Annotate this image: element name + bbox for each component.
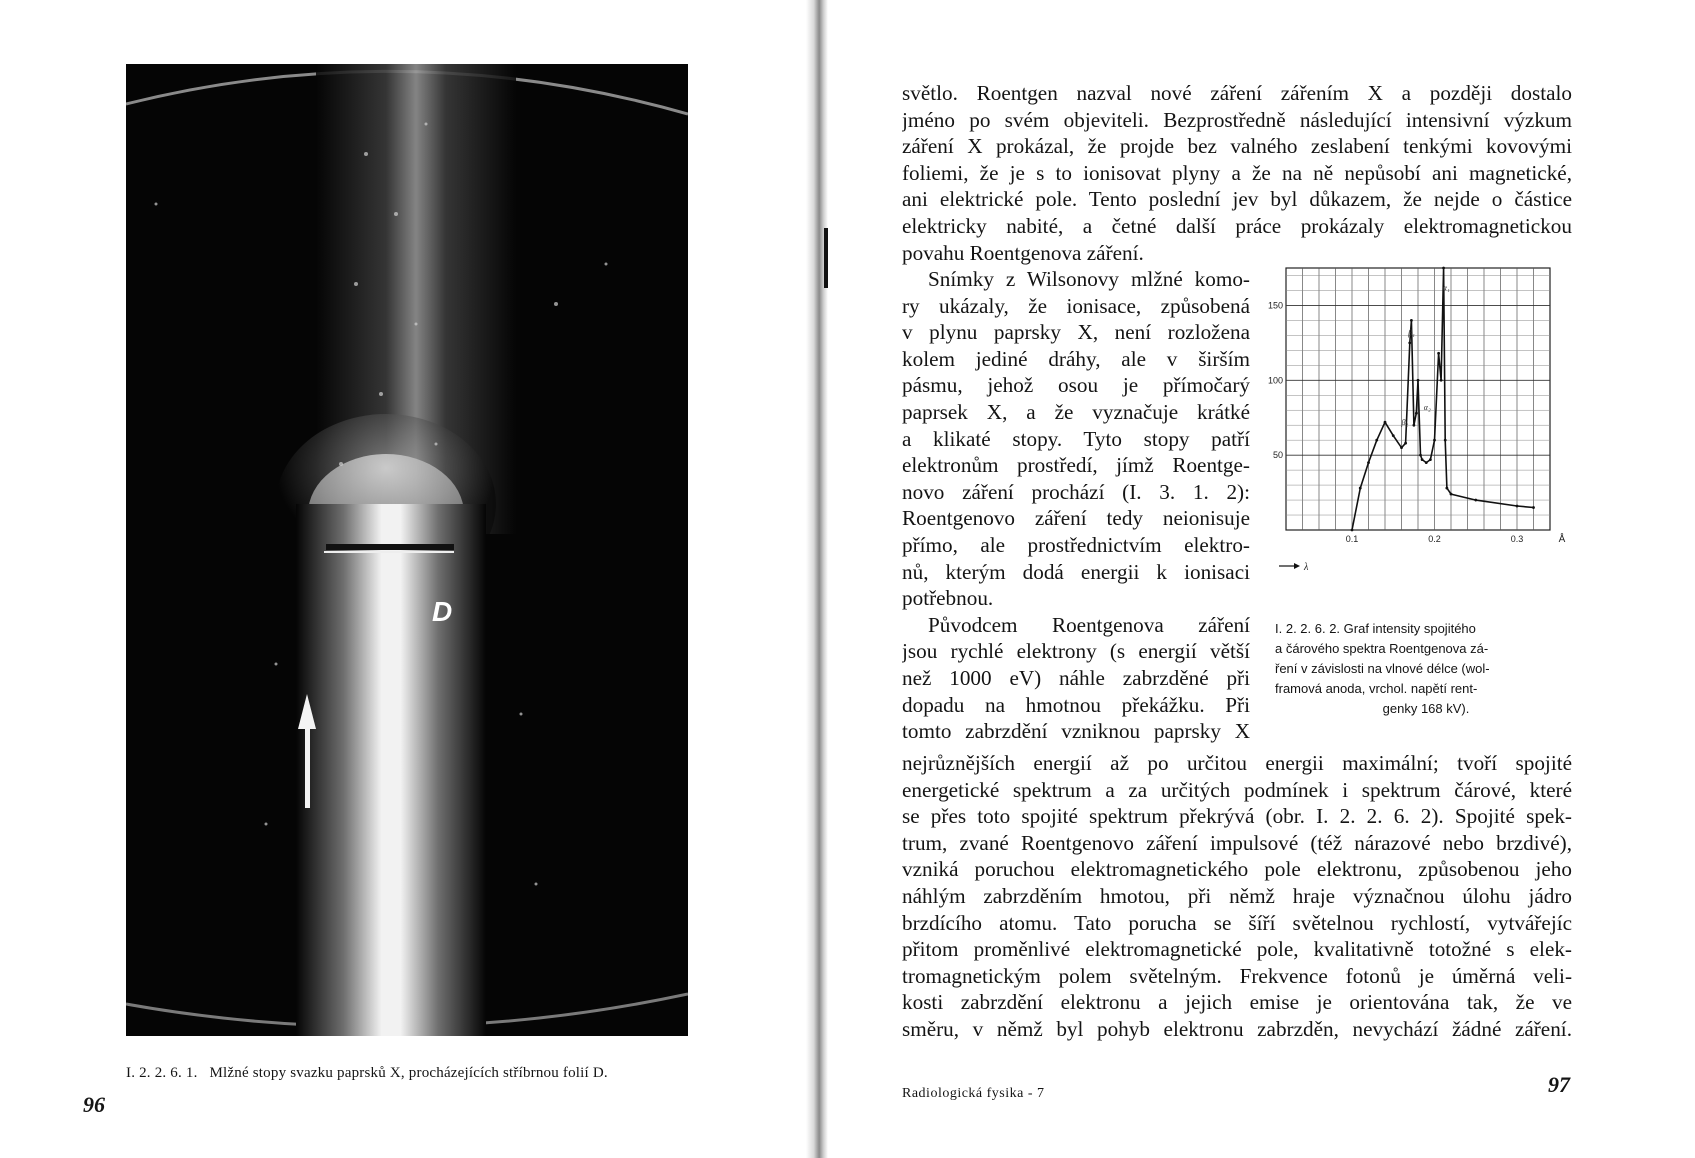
spectrum-line: [1352, 268, 1534, 530]
data-point: [1429, 458, 1432, 461]
paragraph-top: [902, 80, 1572, 266]
text-line: se přes toto spojité spektrum překrývá (obr. I. 2. 2. 6. 2). Spojité spek-: [902, 804, 1572, 829]
data-point: [1351, 529, 1354, 532]
page-number-left: 96: [83, 1092, 105, 1117]
data-point: [1433, 439, 1436, 442]
caption-line: a čárového spektra Roentgenova zá-: [1275, 641, 1489, 656]
data-point: [1474, 499, 1477, 502]
text-line: přímo, ale prostřednictvím elektro-: [902, 532, 1250, 557]
data-point: [1400, 446, 1403, 449]
data-point: [1442, 267, 1445, 270]
data-point: [1450, 493, 1453, 496]
caption-line: I. 2. 2. 6. 2. Graf intensity spojitého: [1275, 621, 1476, 636]
figure-1-label: I. 2. 2. 6. 1.: [126, 1065, 198, 1081]
text-line: jméno po svém objeviteli. Bezprostředně následující intensivní výzkum: [902, 107, 1572, 132]
data-point: [1410, 319, 1413, 322]
text-line: Snímky z Wilsonovy mlžné komo-: [928, 267, 1250, 291]
data-point: [1532, 506, 1535, 509]
text-line: pásmu, jehož osou je přímočarý: [902, 373, 1250, 398]
text-line: než 1000 eV) náhle zabrzděné při: [902, 665, 1250, 690]
x-unit-label: Å: [1558, 534, 1566, 545]
text-line: vzniká poruchou elektromagnetického pole elektronu, způsobenou jeho: [902, 857, 1572, 882]
caption-line: framová anoda, vrchol. napětí rent-: [1275, 681, 1478, 696]
data-point: [1392, 434, 1395, 437]
y-tick-label: 150: [1268, 300, 1283, 311]
chart-series: [1351, 267, 1535, 532]
peak-label: β₁: [1408, 328, 1415, 338]
data-point: [1415, 412, 1418, 415]
text-line: brzdícího atomu. Tato porucha se šíří světelnou rychlostí, vytvářejíc: [902, 910, 1572, 935]
text-line: Původcem Roentgenova záření: [928, 612, 1250, 637]
data-point: [1408, 341, 1411, 344]
text-line: kosti zabrzdění elektronu a jejich emise je orientována tak, že ve: [902, 990, 1572, 1015]
text-line: ani elektrické pole. Tento poslední jev byl důkazem, že nejde o částice: [902, 187, 1572, 212]
y-tick-label: 100: [1268, 375, 1283, 386]
data-point: [1437, 352, 1440, 355]
figure-1-caption: [126, 1065, 726, 1082]
text-line: kolem jediné dráhy, ale v širším: [902, 346, 1250, 371]
caption-line: genky 168 kV).: [1382, 701, 1470, 716]
peak-label: α₂: [1423, 403, 1431, 413]
chart-ticks: [1268, 300, 1566, 545]
data-point: [1367, 461, 1370, 464]
text-line: dopadu na hmotnou překážku. Při: [902, 692, 1250, 717]
text-line: nů, kterým dodá energii k ionisaci: [902, 559, 1250, 584]
x-tick-label: 0.2: [1428, 534, 1441, 544]
figure-1-text: Mlžné stopy svazku paprsků X, procházejících stříbrnou folií D.: [209, 1065, 608, 1081]
text-line: paprsek X, a že vyznačuje krátké: [902, 399, 1250, 424]
text-line: energetické spektrum a za určitých podmínek i spektrum čárové, které: [902, 777, 1572, 802]
data-point: [1440, 379, 1443, 382]
y-tick-label: 50: [1272, 450, 1283, 461]
foil-label-d: D: [432, 596, 453, 627]
text-line: nejrůznějších energií až po určitou energii maximální; tvoří spojité: [902, 751, 1572, 775]
data-point: [1444, 439, 1447, 442]
text-line: přitom proměnlivé elektromagnetické pole, kvalitativně totožné s elek-: [902, 937, 1572, 962]
cloud-chamber-photo: [126, 64, 688, 1036]
text-line: v plynu paprsky X, není rozložena: [902, 320, 1250, 345]
data-point: [1516, 505, 1519, 508]
text-line: tomto zabrzdění vzniknou paprsky X: [902, 719, 1250, 744]
book-gutter: [806, 0, 828, 1158]
text-line: elektricky nabité, a četné další práce prokázaly elektromagnetickou: [902, 213, 1572, 238]
data-point: [1375, 439, 1378, 442]
data-point: [1421, 458, 1424, 461]
data-point: [1412, 424, 1415, 427]
text-line: trum, zvané Roentgenovo záření impulsové (též nárazové nebo brzdivé),: [902, 830, 1572, 855]
spectrum-chart-svg: [1268, 262, 1586, 622]
text-line: povahu Roentgenova záření.: [902, 240, 1144, 265]
data-point: [1359, 487, 1362, 490]
data-point: [1445, 487, 1448, 490]
text-line: potřebnou.: [902, 586, 994, 611]
text-line: náhlým zabrzděním hmotou, při němž hraje význačnou úlohu jádro: [902, 883, 1572, 908]
data-point: [1404, 442, 1407, 445]
text-line: směru, v němž byl pohyb elektronu zabrzděn, nevychází žádné záření.: [902, 1016, 1572, 1041]
peak-label: β₂: [1401, 418, 1409, 428]
data-point: [1417, 379, 1420, 382]
text-line: světlo. Roentgen nazval nové záření zářením X a později dostalo: [902, 81, 1572, 105]
text-line: foliemi, že je s to ionisovat plyny a že na ně nepůsobí ani magnetické,: [902, 160, 1572, 185]
spectrum-chart: [1268, 262, 1586, 622]
peak-label: α₁: [1442, 283, 1450, 293]
page-number-right: 97: [1548, 1072, 1570, 1097]
paragraph-narrow: [902, 266, 1250, 745]
figure-2-caption: [1275, 619, 1577, 719]
x-axis-label: λ: [1304, 562, 1309, 573]
x-axis-arrow-head: [1294, 563, 1300, 569]
text-line: ry ukázaly, že ionisace, způsobená: [902, 293, 1250, 318]
data-point: [1384, 421, 1387, 424]
text-line: tromagnetickým polem světelným. Frekvence fotonů je úměrná veli-: [902, 963, 1572, 988]
text-line: Roentgenovo záření tedy neionisuje: [902, 506, 1250, 531]
x-tick-label: 0.3: [1510, 534, 1524, 544]
data-point: [1419, 454, 1422, 457]
data-point: [1425, 461, 1428, 464]
paragraph-bottom: [902, 750, 1572, 1043]
text-line: a klikaté stopy. Tyto stopy patří: [902, 426, 1250, 451]
chart-xlabel: [1279, 562, 1309, 573]
text-line: záření X prokázal, že projde bez valného zeslabení tenkými kovovými: [902, 134, 1572, 159]
gutter-mark: [824, 228, 828, 288]
caption-line: ření v závislosti na vlnové délce (wol-: [1275, 661, 1490, 676]
page-footer: Radiologická fysika - 7: [902, 1086, 1045, 1101]
text-line: elektronům prostředí, jímž Roentge-: [902, 453, 1250, 478]
text-line: jsou rychlé elektrony (s energií větší: [902, 639, 1250, 664]
x-tick-label: 0.1: [1345, 534, 1359, 544]
text-line: novo záření prochází (I. 3. 1. 2):: [902, 479, 1250, 504]
